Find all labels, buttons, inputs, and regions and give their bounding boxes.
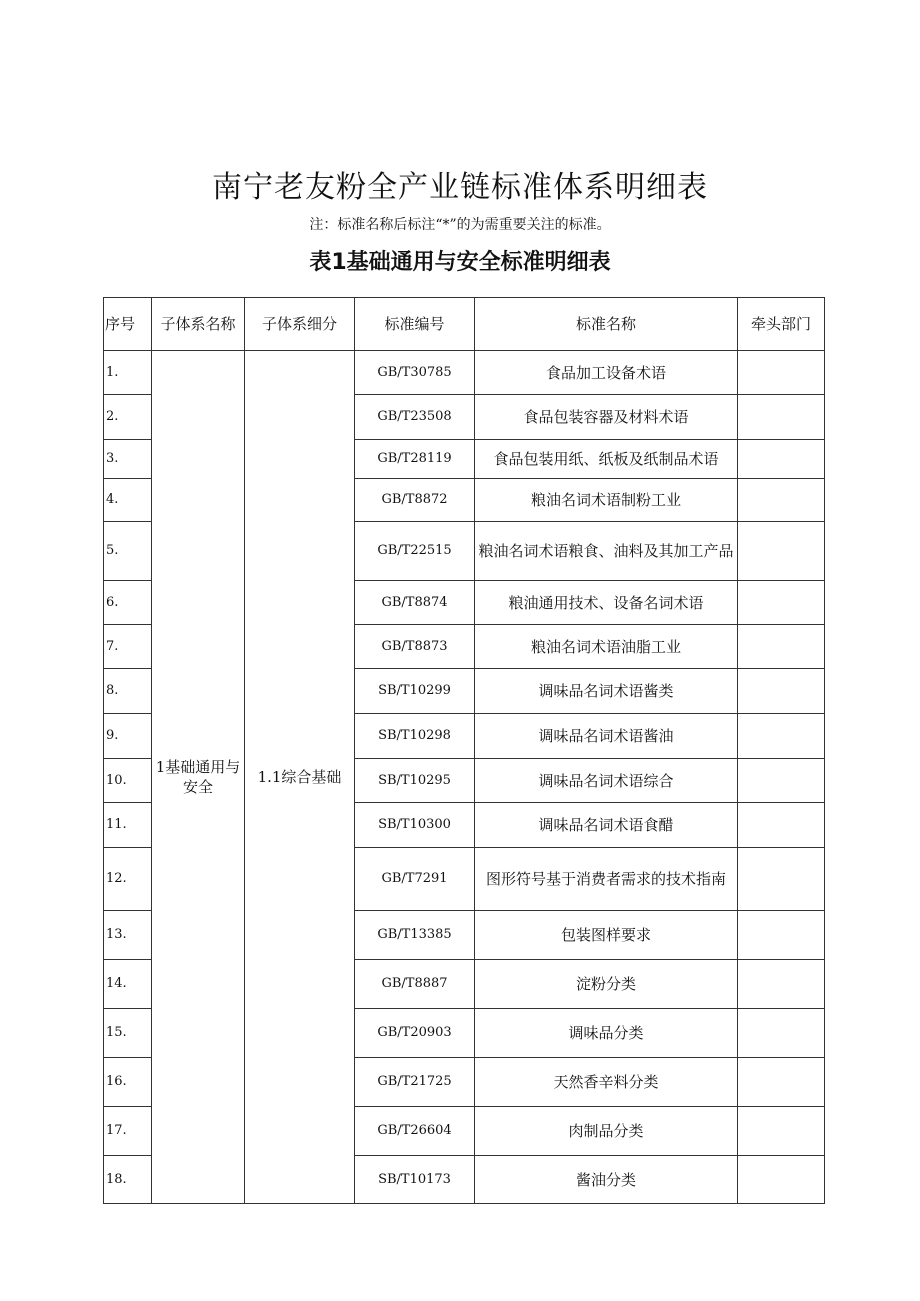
- row-dept: [738, 479, 825, 522]
- row-seq: 16.: [104, 1058, 152, 1107]
- row-dept: [738, 803, 825, 848]
- row-code: SB/T10300: [355, 803, 475, 848]
- row-seq: 12.: [104, 848, 152, 911]
- row-seq: 1.: [104, 351, 152, 395]
- row-code: GB/T7291: [355, 848, 475, 911]
- row-seq: 10.: [104, 759, 152, 803]
- row-name: 肉制品分类: [475, 1107, 738, 1156]
- row-seq: 9.: [104, 714, 152, 759]
- row-name: 调味品名词术语食醋: [475, 803, 738, 848]
- row-name: 粮油通用技术、设备名词术语: [475, 581, 738, 625]
- row-seq: 13.: [104, 911, 152, 960]
- row-name: 调味品名词术语酱类: [475, 669, 738, 714]
- row-dept: [738, 522, 825, 581]
- row-name: 食品包装用纸、纸板及纸制品术语: [475, 440, 738, 479]
- row-code: SB/T10299: [355, 669, 475, 714]
- subsystem-detail-cell: 1.1综合基础: [245, 351, 355, 1204]
- row-name: 粮油名词术语制粉工业: [475, 479, 738, 522]
- row-name: 食品加工设备术语: [475, 351, 738, 395]
- row-seq: 6.: [104, 581, 152, 625]
- row-seq: 11.: [104, 803, 152, 848]
- row-code: SB/T10173: [355, 1156, 475, 1204]
- row-name: 图形符号基于消费者需求的技术指南: [475, 848, 738, 911]
- row-code: GB/T21725: [355, 1058, 475, 1107]
- row-code: GB/T8887: [355, 960, 475, 1009]
- row-code: GB/T23508: [355, 395, 475, 440]
- table-header-row: [104, 298, 825, 351]
- row-name: 食品包装容器及材料术语: [475, 395, 738, 440]
- standards-table: [103, 297, 825, 1204]
- row-seq: 18.: [104, 1156, 152, 1204]
- row-name: 调味品分类: [475, 1009, 738, 1058]
- row-seq: 4.: [104, 479, 152, 522]
- header-subsystem-detail: 子体系细分: [245, 298, 355, 351]
- row-dept: [738, 440, 825, 479]
- note-text: 注：标准名称后标注“*”的为需重要关注的标准。: [309, 217, 611, 233]
- row-dept: [738, 848, 825, 911]
- header-lead-department: 牵头部门: [738, 298, 825, 351]
- row-code: GB/T22515: [355, 522, 475, 581]
- document-title: 南宁老友粉全产业链标准体系明细表: [212, 170, 708, 205]
- row-dept: [738, 669, 825, 714]
- row-name: 包装图样要求: [475, 911, 738, 960]
- row-code: GB/T8874: [355, 581, 475, 625]
- subsystem-name-cell: 1基础通用与安全: [152, 351, 245, 1204]
- header-standard-name: 标准名称: [475, 298, 738, 351]
- row-dept: [738, 1009, 825, 1058]
- row-dept: [738, 911, 825, 960]
- row-code: GB/T26604: [355, 1107, 475, 1156]
- row-dept: [738, 759, 825, 803]
- header-standard-code: 标准编号: [355, 298, 475, 351]
- table-row: [104, 351, 825, 395]
- row-seq: 3.: [104, 440, 152, 479]
- row-name: 粮油名词术语油脂工业: [475, 625, 738, 669]
- row-code: SB/T10298: [355, 714, 475, 759]
- row-dept: [738, 351, 825, 395]
- row-code: GB/T30785: [355, 351, 475, 395]
- row-name: 调味品名词术语酱油: [475, 714, 738, 759]
- row-dept: [738, 581, 825, 625]
- header-seq: 序号: [104, 298, 152, 351]
- row-code: GB/T28119: [355, 440, 475, 479]
- row-code: GB/T13385: [355, 911, 475, 960]
- row-code: SB/T10295: [355, 759, 475, 803]
- row-dept: [738, 960, 825, 1009]
- row-seq: 2.: [104, 395, 152, 440]
- row-seq: 5.: [104, 522, 152, 581]
- header-subsystem-name: 子体系名称: [152, 298, 245, 351]
- row-dept: [738, 625, 825, 669]
- row-name: 粮油名词术语粮食、油料及其加工产品: [475, 522, 738, 581]
- row-seq: 17.: [104, 1107, 152, 1156]
- row-name: 酱油分类: [475, 1156, 738, 1204]
- row-seq: 14.: [104, 960, 152, 1009]
- row-seq: 15.: [104, 1009, 152, 1058]
- row-dept: [738, 714, 825, 759]
- row-seq: 7.: [104, 625, 152, 669]
- table-title: 表1基础通用与安全标准明细表: [309, 250, 611, 275]
- row-code: GB/T8872: [355, 479, 475, 522]
- row-code: GB/T8873: [355, 625, 475, 669]
- row-name: 淀粉分类: [475, 960, 738, 1009]
- row-name: 调味品名词术语综合: [475, 759, 738, 803]
- row-dept: [738, 1107, 825, 1156]
- row-dept: [738, 395, 825, 440]
- row-dept: [738, 1156, 825, 1204]
- row-dept: [738, 1058, 825, 1107]
- row-name: 天然香辛料分类: [475, 1058, 738, 1107]
- row-code: GB/T20903: [355, 1009, 475, 1058]
- row-seq: 8.: [104, 669, 152, 714]
